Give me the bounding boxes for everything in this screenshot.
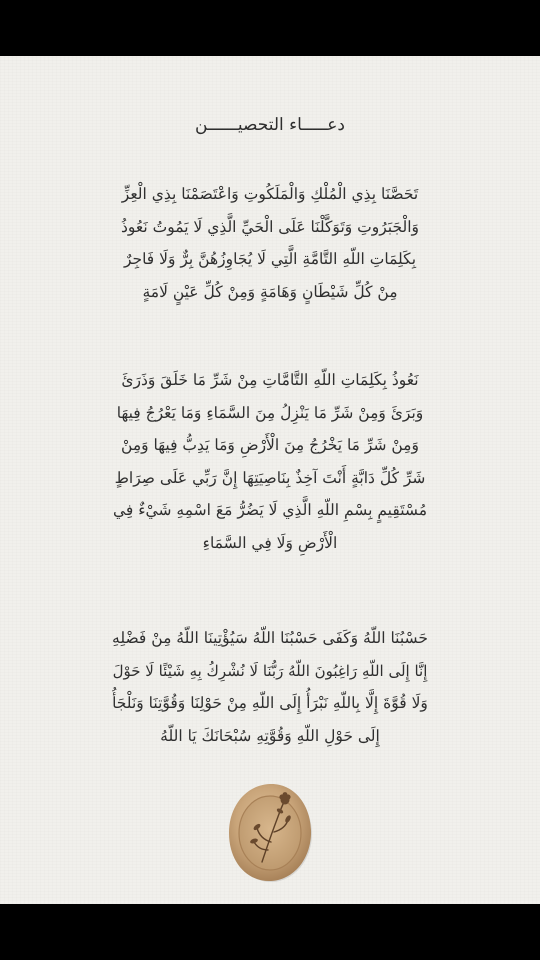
stanza-line: وَمِنْ شَرِّ مَا يَخْرُجُ مِنَ الْأَرْضِ وَمَا يَدِبُّ فِيهَا وَمِنْ: [121, 436, 419, 454]
bottom-black-bar: [0, 904, 540, 960]
stanza-line: إِلَى حَوْلِ اللّهِ وَقُوَّتِهِ سُبْحَانَكَ يَا اللّهُ: [160, 726, 380, 745]
wax-seal-flower-icon: [226, 780, 314, 884]
stanza-line: الْأَرْضِ وَلَا فِي السَّمَاءِ: [202, 533, 338, 552]
top-black-bar: [0, 0, 540, 56]
stanza-refuge: [110, 364, 430, 559]
stanza-line: بِكَلِمَاتِ اللّهِ التَّامَّةِ الَّتِي لَا يُجَاوِزُهُنَّ بِرٌّ وَلَا فَاجِرٌ: [123, 250, 417, 268]
stanza-line: شَرِّ كُلِّ دَابَّةٍ أَنْتَ آخِذٌ بِنَاصِيَتِهَا إِنَّ رَبِّي عَلَى صِرَاطٍ: [114, 468, 426, 487]
stanza-line: وَلَا قُوَّةَ إِلَّا بِاللّهِ نَبْرَأُ إِلَى اللّهِ مِنْ حَوْلِنَا وَقُوَّتِنَا وَنَلْجَأُ: [112, 694, 428, 712]
document-title: دعـــــاء التحصيــــــن: [195, 115, 345, 135]
stanza-line: مُسْتَقِيمٍ بِسْمِ اللّهِ الَّذِي لَا يَضُرُّ مَعَ اسْمِهِ شَيْءٌ فِي: [113, 501, 427, 519]
stanza-line: نَعُوذُ بِكَلِمَاتِ اللّهِ التَّامَّاتِ مِنْ شَرِّ مَا خَلَقَ وَذَرَئَ: [121, 371, 419, 389]
stanza-line: حَسْبُنَا اللّهُ وَكَفَى حَسْبُنَا اللّهُ سَيُؤْتِينَا اللّهُ مِنْ فَضْلِهِ: [112, 629, 428, 647]
stanza-line: إِنَّا إِلَى اللّهِ رَاغِبُونَ اللّهُ رَبُّنَا لَا نُشْرِكُ بِهِ شَيْئًا لَا حَوْلَ: [112, 661, 428, 680]
stanza-protection: [110, 178, 430, 308]
stanza-line: وَالْجَبَرُوتِ وَتَوَكَّلْنَا عَلَى الْحَيِّ الَّذِي لَا يَمُوتُ نَعُوذُ: [121, 217, 419, 236]
stanza-sufficiency: [110, 622, 430, 752]
stanza-line: وَبَرَئَ وَمِنْ شَرِّ مَا يَنْزِلُ مِنَ السَّمَاءِ وَمَا يَعْرُجُ فِيهَا: [116, 403, 424, 422]
stanza-line: مِنْ كُلِّ شَيْطَانٍ وَهَامَةٍ وَمِنْ كُلِّ عَيْنٍ لَامَةٍ: [142, 282, 398, 301]
stanza-line: تَحَصَّنَا بِذِي الْمُلْكِ وَالْمَلَكُوتِ وَاعْتَصَمْنَا بِذِي الْعِزِّ: [121, 185, 419, 203]
